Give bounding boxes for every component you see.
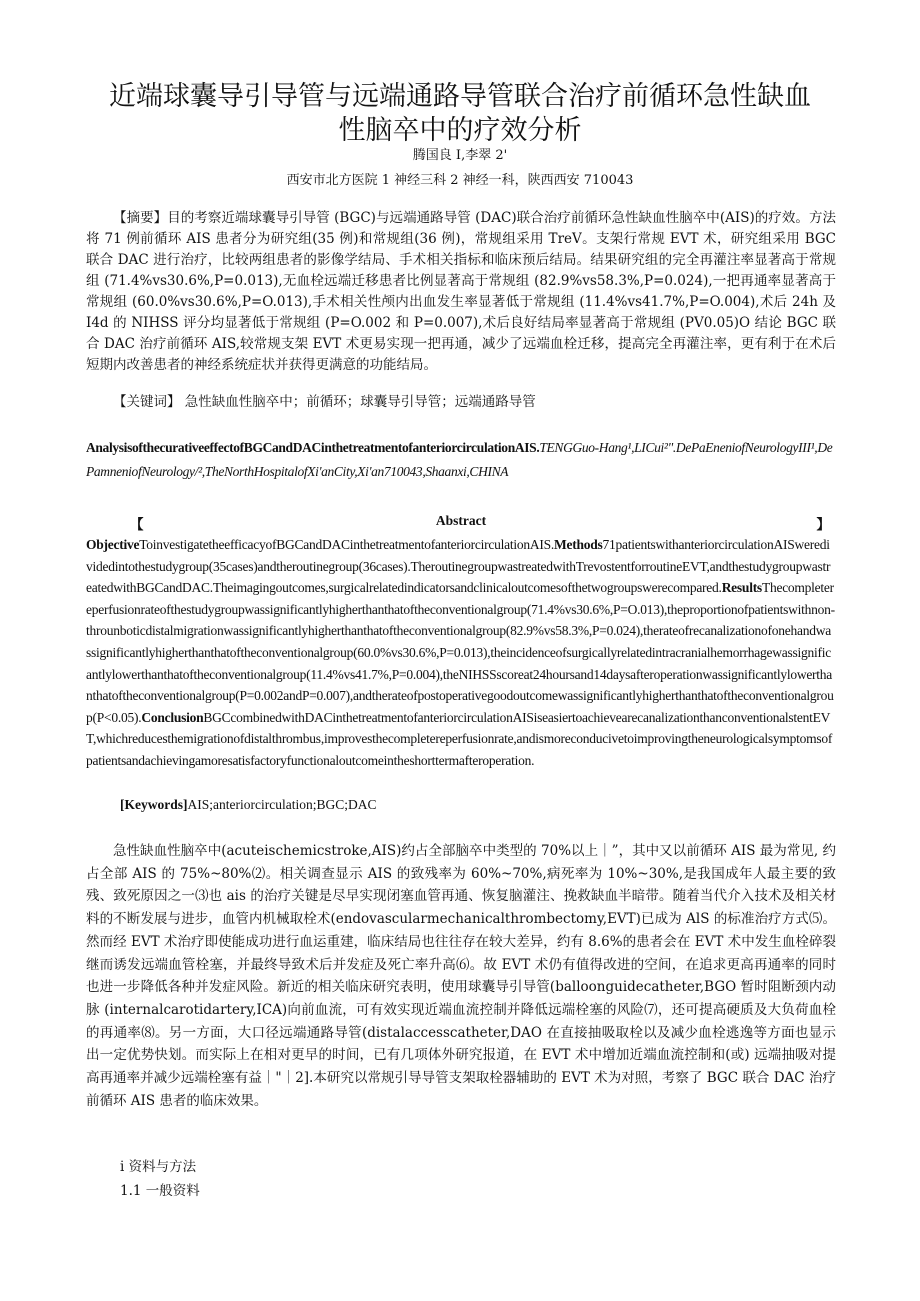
english-keywords-label: [Keywords] (120, 797, 188, 812)
conclusion-label: Conclusion (141, 709, 204, 725)
subsection-heading-general-data: 1.1 一般资料 (120, 1183, 200, 1199)
chinese-abstract: 【摘要】目的考察近端球囊导引导管 (BGC)与远端通路导管 (DAC)联合治疗前循环急性缺血性脑卒中(AIS)的疗效。方法将 71 例前循环 AIS 患者分为研究组(35 例)和常规组(36 例)，常规组采用 TreV。支架行常规 EVT 术，研究组采用 BGC 联合 DAC 进行治疗，比较两组患者的影像学结局、手术相关指标和临床预后结局。结果研究组的完全再灌注率显著高于常规组 (71.4%vs30.6%,P=0.013),无血栓远端迁移患者比例显著高于常规组 (82.9%vs58.3%,P=0.024),一把再通率显著高于常规组 (60.0%vs30.6%,P=O.013),手术相关性颅内出血发生率显著低于常规组 (11.4%vs41.7%,P=O.004),术后 24h 及 I4d 的 NIHSS 评分均显著低于常规组 (P=O.002 和 P=0.007),术后良好结局率显著高于常规组 (PV0.05)O 结论 BGC 联合 DAC 治疗前循环 AIS,较常规支架 EVT 术更易实现一把再通，减少了远端血栓迁移，提高完全再灌注率，更有利于在术后短期内改善患者的神经系统症状并获得更满意的功能结局。 (86, 210, 836, 373)
results-text: Thecompletereperfusionrateofthestudygroupwassignificantlyhigherthanthatoftheconventionalgroup(71.4%vs30.6%,P=O.013),theproportionofpatientswithnon-throunboticdistalmigrationwassignificantlyhigherthanthatoftheconventionalgroup(82.9%vs58.3%,P=0.024),therateofrecanalizationofonehandwassignificantlyhigherthanthatoftheconventionalgroup(60.0%vs30.6%,P=0.013),theincidenceofsurgicallyrelatedintracranialhemorrhagewassignificantlylowerthanthatoftheconventionalgroup(11.4%vs41.7%,P=0.004),theNIHSSscoreat24hoursand14daysafteroperationwassignificantlylowerthanthatoftheconventionalgroup(P=0.002andP=0.007),andtherateofpostoperativegoodoutcomewassignificantlyhigherthanthatoftheconventionalgroup(P<0.05). (86, 580, 835, 725)
section-heading-materials-methods: i 资料与方法 (120, 1159, 197, 1175)
methods-label: Methods (554, 537, 603, 552)
abstract-bracket-right: 】 (816, 517, 830, 532)
paper-title (80, 80, 840, 148)
abstract-heading (86, 513, 836, 533)
conclusion-text: BGCcombinedwithDACinthetreatmentofanteriorcirculationAISiseasiertoachievearecanalizationthanconventionalstentEVT,whichreducesthemigrationofdistalthrombus,improvesthecompletereperfusionrate,andismoreconducivetoimprovingtheneurologicalsymptomsofpatientsandachievingamoresatisfactoryfunctionaloutcomeintheshorttermafteroperation. (86, 709, 833, 768)
methods-text: 71patientswithanteriorcirculationAISweredividedintothestudygroup(35cases)andtheroutinegroup(36cases).TheroutinegroupwastreatedwithTrevostentforroutineEVT,andthestudygroupwastreatedwithBGCandDAC.Theimagingoutcomes,surgicalrelatedindicatorsandclinicaloutcomesofthetwogroupswerecompared. (86, 537, 831, 596)
objective-text: ToinvestigatetheefficacyofBGCandDACinthetreatmentofanteriorcirculationAIS. (139, 537, 555, 552)
title-line-1: 近端球囊导引导管与远端通路导管联合治疗前循环急性缺血 (109, 81, 811, 112)
english-keywords-text: AIS;anteriorcirculation;BGC;DAC (187, 797, 377, 812)
english-abstract (86, 534, 836, 772)
english-title-block (86, 436, 836, 484)
title-line-2: 性脑卒中的疗效分析 (338, 115, 582, 146)
results-label: Results (721, 580, 762, 596)
abstract-bracket-left: 【 (130, 517, 144, 532)
english-authors: TENGGuo-Hang¹,LICui²".DePaEneniofNeurologyIII¹,DePamneniofNeurology/²,TheNorthHospitalofXi'anCity,Xi'an710043,Shaanxi,CHINA (86, 440, 833, 479)
english-title: AnalysisofthecurativeeffectofBGCandDACinthetreatmentofanteriorcirculationAIS. (86, 440, 540, 455)
abstract-label: Abstract (435, 513, 487, 528)
chinese-keywords: 【关键词】 急性缺血性脑卒中；前循环；球囊导引导管；远端通路导管 (113, 394, 536, 410)
authors: 腾国良 I,李翠 2' (412, 148, 508, 163)
english-keywords (120, 795, 820, 815)
affiliation: 西安市北方医院 1 神经三科 2 神经一科，陕西西安 710043 (286, 173, 634, 188)
introduction-paragraph: 急性缺血性脑卒中(acuteischemicstroke,AIS)约占全部脑卒中类型的 70%以上｜”，其中又以前循环 AIS 最为常见, 约占全部 AIS 的 75%~80%⑵。相关调查显示 AIS 的致残率为 60%~70%,病死率为 10%~30%,是我国成年人最主要的致残、致死原因之一⑶也 ais 的治疗关键是尽早实现闭塞血管再通、恢复脑灌注、挽救缺血半暗带。随着当代介入技术及相关材料的不断发展与进步，血管内机械取栓术(endovascularmechanicalthrombectomy,EVT)已成为 AlS 的标准治疗方式⑸。然而经 EVT 术治疗即使能成功进行血运重建，临床结局也往往存在较大差异，约有 8.6%的患者会在 EVT 术中发生血栓碎裂继而诱发远端血管栓塞，并最终导致术后并发症及死亡率升高⑹。故 EVT 术仍有值得改进的空间，在追求更高再通率的同时也进一步降低各种并发症风险。新近的相关临床研究表明，使用球囊导引导管(balloonguidecatheter,BGO 暂时阻断颈内动脉 (internalcarotidartery,ICA)向前血流，可有效实现近端血流控制并降低远端栓塞的风险⑺，还可提高硬质及大负荷血栓的再通率⑻。另一方面，大口径远端通路导管(distalaccesscatheter,DAO 在直接抽吸取栓以及减少血栓逃逸等方面也显示出一定优势快划。而实际上在相对更早的时间，已有几项体外研究报道，在 EVT 术中增加近端血流控制和(或) 远端抽吸对提高再通率并减少远端栓塞有益｜"｜2].本研究以常规引导导管支架取栓器辅助的 EVT 术为对照，考察了 BGC 联合 DAC 治疗前循环 AIS 患者的临床效果。 (86, 843, 836, 1109)
objective-label: Objective (86, 537, 140, 552)
